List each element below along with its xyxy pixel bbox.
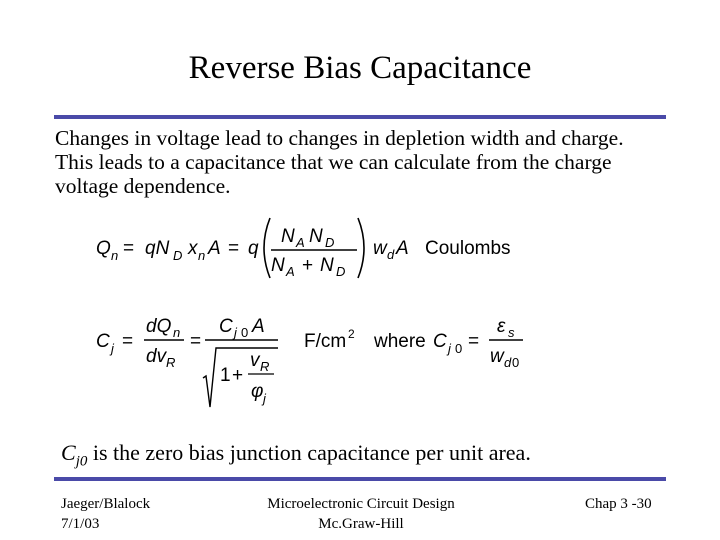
svg-text:N: N xyxy=(271,255,285,276)
svg-text:j: j xyxy=(263,391,266,406)
paragraph-line-3: voltage dependence. xyxy=(55,174,231,198)
svg-text:qN: qN xyxy=(145,238,170,259)
svg-text:n: n xyxy=(198,248,206,263)
footer-author: Jaeger/Blalock xyxy=(61,496,151,512)
svg-text:v: v xyxy=(250,350,260,371)
capacitance-equation xyxy=(96,316,523,407)
caption-subscript: j0 xyxy=(75,453,88,470)
svg-text:n: n xyxy=(173,325,181,340)
capacitance-unit: F/cm xyxy=(304,331,347,352)
svg-text:N: N xyxy=(320,255,334,276)
svg-text:C: C xyxy=(219,316,233,337)
svg-text:N: N xyxy=(309,226,323,247)
svg-text:0: 0 xyxy=(455,341,463,356)
footer-divider xyxy=(54,477,666,481)
svg-text:A: A xyxy=(252,316,265,337)
svg-text:=: = xyxy=(190,331,202,352)
svg-text:A: A xyxy=(396,238,409,259)
svg-text:D: D xyxy=(173,248,183,263)
svg-text:Q: Q xyxy=(96,238,111,259)
paragraph-line-2: This leads to a capacitance that we can calculate from the charge xyxy=(55,150,612,174)
svg-text:R: R xyxy=(166,355,176,370)
svg-text:0: 0 xyxy=(512,355,520,370)
svg-text:D: D xyxy=(336,264,346,279)
svg-text:dv: dv xyxy=(146,346,167,367)
footer-page-number: Chap 3 -30 xyxy=(585,496,652,512)
svg-text:A: A xyxy=(208,238,221,259)
footer-left xyxy=(61,494,150,534)
svg-text:dQ: dQ xyxy=(146,316,172,337)
svg-text:=: = xyxy=(228,238,240,259)
svg-text:w: w xyxy=(490,346,504,367)
footer-center xyxy=(266,494,456,534)
svg-text:s: s xyxy=(508,325,515,340)
svg-text:ε: ε xyxy=(497,316,506,337)
svg-text:d: d xyxy=(387,247,395,262)
svg-text:C: C xyxy=(96,331,110,352)
footer-date: 7/1/03 xyxy=(61,516,100,532)
caption-symbol: C xyxy=(61,440,76,465)
svg-text:φ: φ xyxy=(251,381,264,402)
footer-publisher: Mc.Graw-Hill xyxy=(318,516,404,532)
slide-title: Reverse Bias Capacitance xyxy=(188,50,532,86)
svg-text:R: R xyxy=(260,359,270,374)
svg-text:C: C xyxy=(433,331,447,352)
svg-text:N: N xyxy=(281,226,295,247)
svg-text:w: w xyxy=(373,238,387,259)
caption-text: is the zero bias junction capacitance per unit area. xyxy=(87,440,531,465)
svg-text:=: = xyxy=(123,238,135,259)
svg-text:j: j xyxy=(111,341,114,356)
svg-text:+: + xyxy=(302,255,314,276)
unit-exponent: 2 xyxy=(348,327,355,341)
svg-text:x: x xyxy=(188,238,198,259)
svg-text:n: n xyxy=(111,248,119,263)
svg-text:+: + xyxy=(232,365,244,386)
svg-text:q: q xyxy=(248,238,259,259)
svg-text:A: A xyxy=(296,235,305,250)
svg-text:=: = xyxy=(468,331,480,352)
where-word: where xyxy=(374,331,426,352)
svg-text:D: D xyxy=(325,235,335,250)
svg-text:A: A xyxy=(286,264,295,279)
caption xyxy=(61,440,531,470)
svg-text:0: 0 xyxy=(241,325,249,340)
svg-text:d: d xyxy=(504,355,512,370)
svg-text:j: j xyxy=(234,325,237,340)
charge-unit: Coulombs xyxy=(425,238,511,259)
footer-book-title: Microelectronic Circuit Design xyxy=(267,496,455,512)
paragraph-line-1: Changes in voltage lead to changes in depletion width and charge. xyxy=(55,126,624,150)
svg-text:=: = xyxy=(122,331,134,352)
svg-text:1: 1 xyxy=(220,365,231,386)
charge-equation xyxy=(96,218,511,279)
svg-text:j: j xyxy=(448,341,451,356)
